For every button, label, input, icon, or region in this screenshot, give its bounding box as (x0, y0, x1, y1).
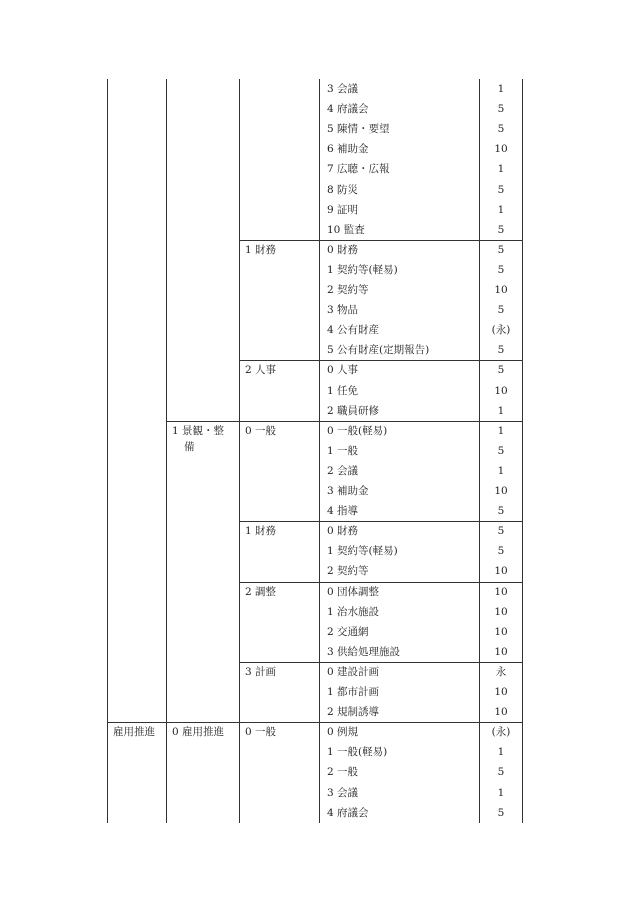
item-name: 1 治水施設 (327, 605, 380, 618)
item-name: 4 府議会 (327, 806, 369, 819)
item-name: 4 府議会 (327, 103, 369, 116)
retention-period: 10 (494, 605, 508, 618)
subcategory-label: 0 雇用推進 (172, 726, 225, 739)
retention-period: 10 (494, 706, 508, 719)
retention-period: 1 (497, 83, 505, 95)
item-name: 9 証明 (327, 203, 359, 216)
item-name: 3 供給処理施設 (327, 645, 401, 658)
retention-period: 5 (497, 766, 505, 779)
item-name: 2 契約等 (327, 284, 369, 296)
retention-period: 1 (497, 203, 505, 216)
retention-period: 10 (494, 565, 508, 578)
retention-period: 5 (497, 243, 505, 256)
item-name: 10 監査 (327, 223, 365, 236)
retention-period: 10 (494, 585, 508, 598)
retention-period: 5 (497, 183, 505, 196)
item-name: 1 一般(軽易) (327, 746, 388, 759)
item-name: 8 防災 (327, 183, 359, 196)
retention-period: 5 (497, 103, 505, 116)
item-name: 3 会議 (327, 83, 359, 95)
item-name: 1 契約等(軽易) (327, 545, 398, 558)
item-name: 0 人事 (327, 364, 359, 377)
section-label: 1 財務 (245, 525, 277, 538)
group-divider (239, 360, 522, 361)
group-divider (239, 521, 522, 522)
item-name: 3 補助金 (327, 485, 369, 497)
subcategory-label-cont: 備 (184, 440, 195, 453)
retention-period: 10 (494, 485, 508, 497)
column-border (479, 79, 480, 823)
item-name: 4 指導 (327, 505, 359, 518)
item-name: 4 公有財産 (327, 324, 380, 337)
retention-period: 10 (494, 625, 508, 638)
item-name: 7 広聴・広報 (327, 163, 390, 176)
item-name: 2 一般 (327, 766, 359, 779)
section-label: 2 人事 (245, 364, 277, 377)
retention-period: 5 (497, 525, 505, 538)
retention-period: 10 (494, 284, 508, 296)
item-name: 0 例規 (327, 726, 359, 739)
retention-period: 1 (497, 746, 505, 759)
retention-period: 5 (497, 444, 505, 457)
retention-period: 永 (495, 665, 507, 678)
item-name: 2 規制誘導 (327, 706, 380, 719)
item-name: 2 契約等 (327, 565, 369, 578)
retention-period: 10 (494, 384, 508, 397)
group-divider (239, 421, 522, 422)
group-divider (239, 722, 522, 723)
item-name: 1 都市計画 (327, 686, 380, 698)
group-divider (239, 240, 522, 241)
item-name: 3 物品 (327, 304, 359, 317)
section-label: 0 一般 (245, 726, 277, 739)
retention-period: 1 (497, 424, 505, 437)
item-name: 1 契約等(軽易) (327, 263, 398, 276)
retention-period: 5 (497, 364, 505, 377)
retention-period: 5 (497, 123, 505, 136)
item-name: 2 交通網 (327, 625, 369, 638)
item-name: 0 財務 (327, 525, 359, 538)
item-name: 0 一般(軽易) (327, 424, 388, 437)
retention-period: 5 (497, 344, 505, 357)
retention-period: 5 (497, 304, 505, 317)
column-border (166, 79, 167, 823)
item-name: 2 会議 (327, 464, 359, 477)
retention-period: (永) (491, 324, 511, 337)
column-border (239, 79, 240, 823)
item-name: 3 会議 (327, 786, 359, 799)
item-name: 5 公有財産(定期報告) (327, 344, 430, 357)
column-border (107, 79, 108, 823)
column-border (522, 79, 523, 823)
item-name: 0 団体調整 (327, 585, 380, 598)
retention-period: 1 (497, 163, 505, 176)
retention-period: (永) (491, 726, 511, 739)
category-label: 雇用推進 (113, 726, 155, 739)
section-label: 0 一般 (245, 424, 277, 437)
section-label: 1 財務 (245, 243, 277, 256)
item-name: 1 任免 (327, 384, 359, 397)
retention-period: 1 (497, 464, 505, 477)
retention-period: 1 (497, 404, 505, 417)
retention-period: 5 (497, 806, 505, 819)
subcategory-label: 1 景観・整 (172, 424, 225, 437)
retention-period: 5 (497, 223, 505, 236)
retention-period: 1 (497, 786, 505, 799)
group-divider (239, 662, 522, 663)
retention-period: 10 (494, 645, 508, 658)
section-label: 2 調整 (245, 585, 277, 598)
item-name: 6 補助金 (327, 143, 369, 156)
retention-period: 10 (494, 143, 508, 156)
item-name: 5 陳情・要望 (327, 123, 390, 136)
retention-period: 5 (497, 505, 505, 518)
retention-period: 5 (497, 263, 505, 276)
item-name: 0 財務 (327, 243, 359, 256)
item-name: 2 職員研修 (327, 404, 380, 417)
retention-period: 5 (497, 545, 505, 558)
item-name: 0 建設計画 (327, 665, 380, 678)
section-label: 3 計画 (245, 665, 277, 678)
column-border (319, 79, 320, 823)
item-name: 1 一般 (327, 444, 359, 457)
group-divider (239, 582, 522, 583)
retention-period: 10 (494, 686, 508, 698)
